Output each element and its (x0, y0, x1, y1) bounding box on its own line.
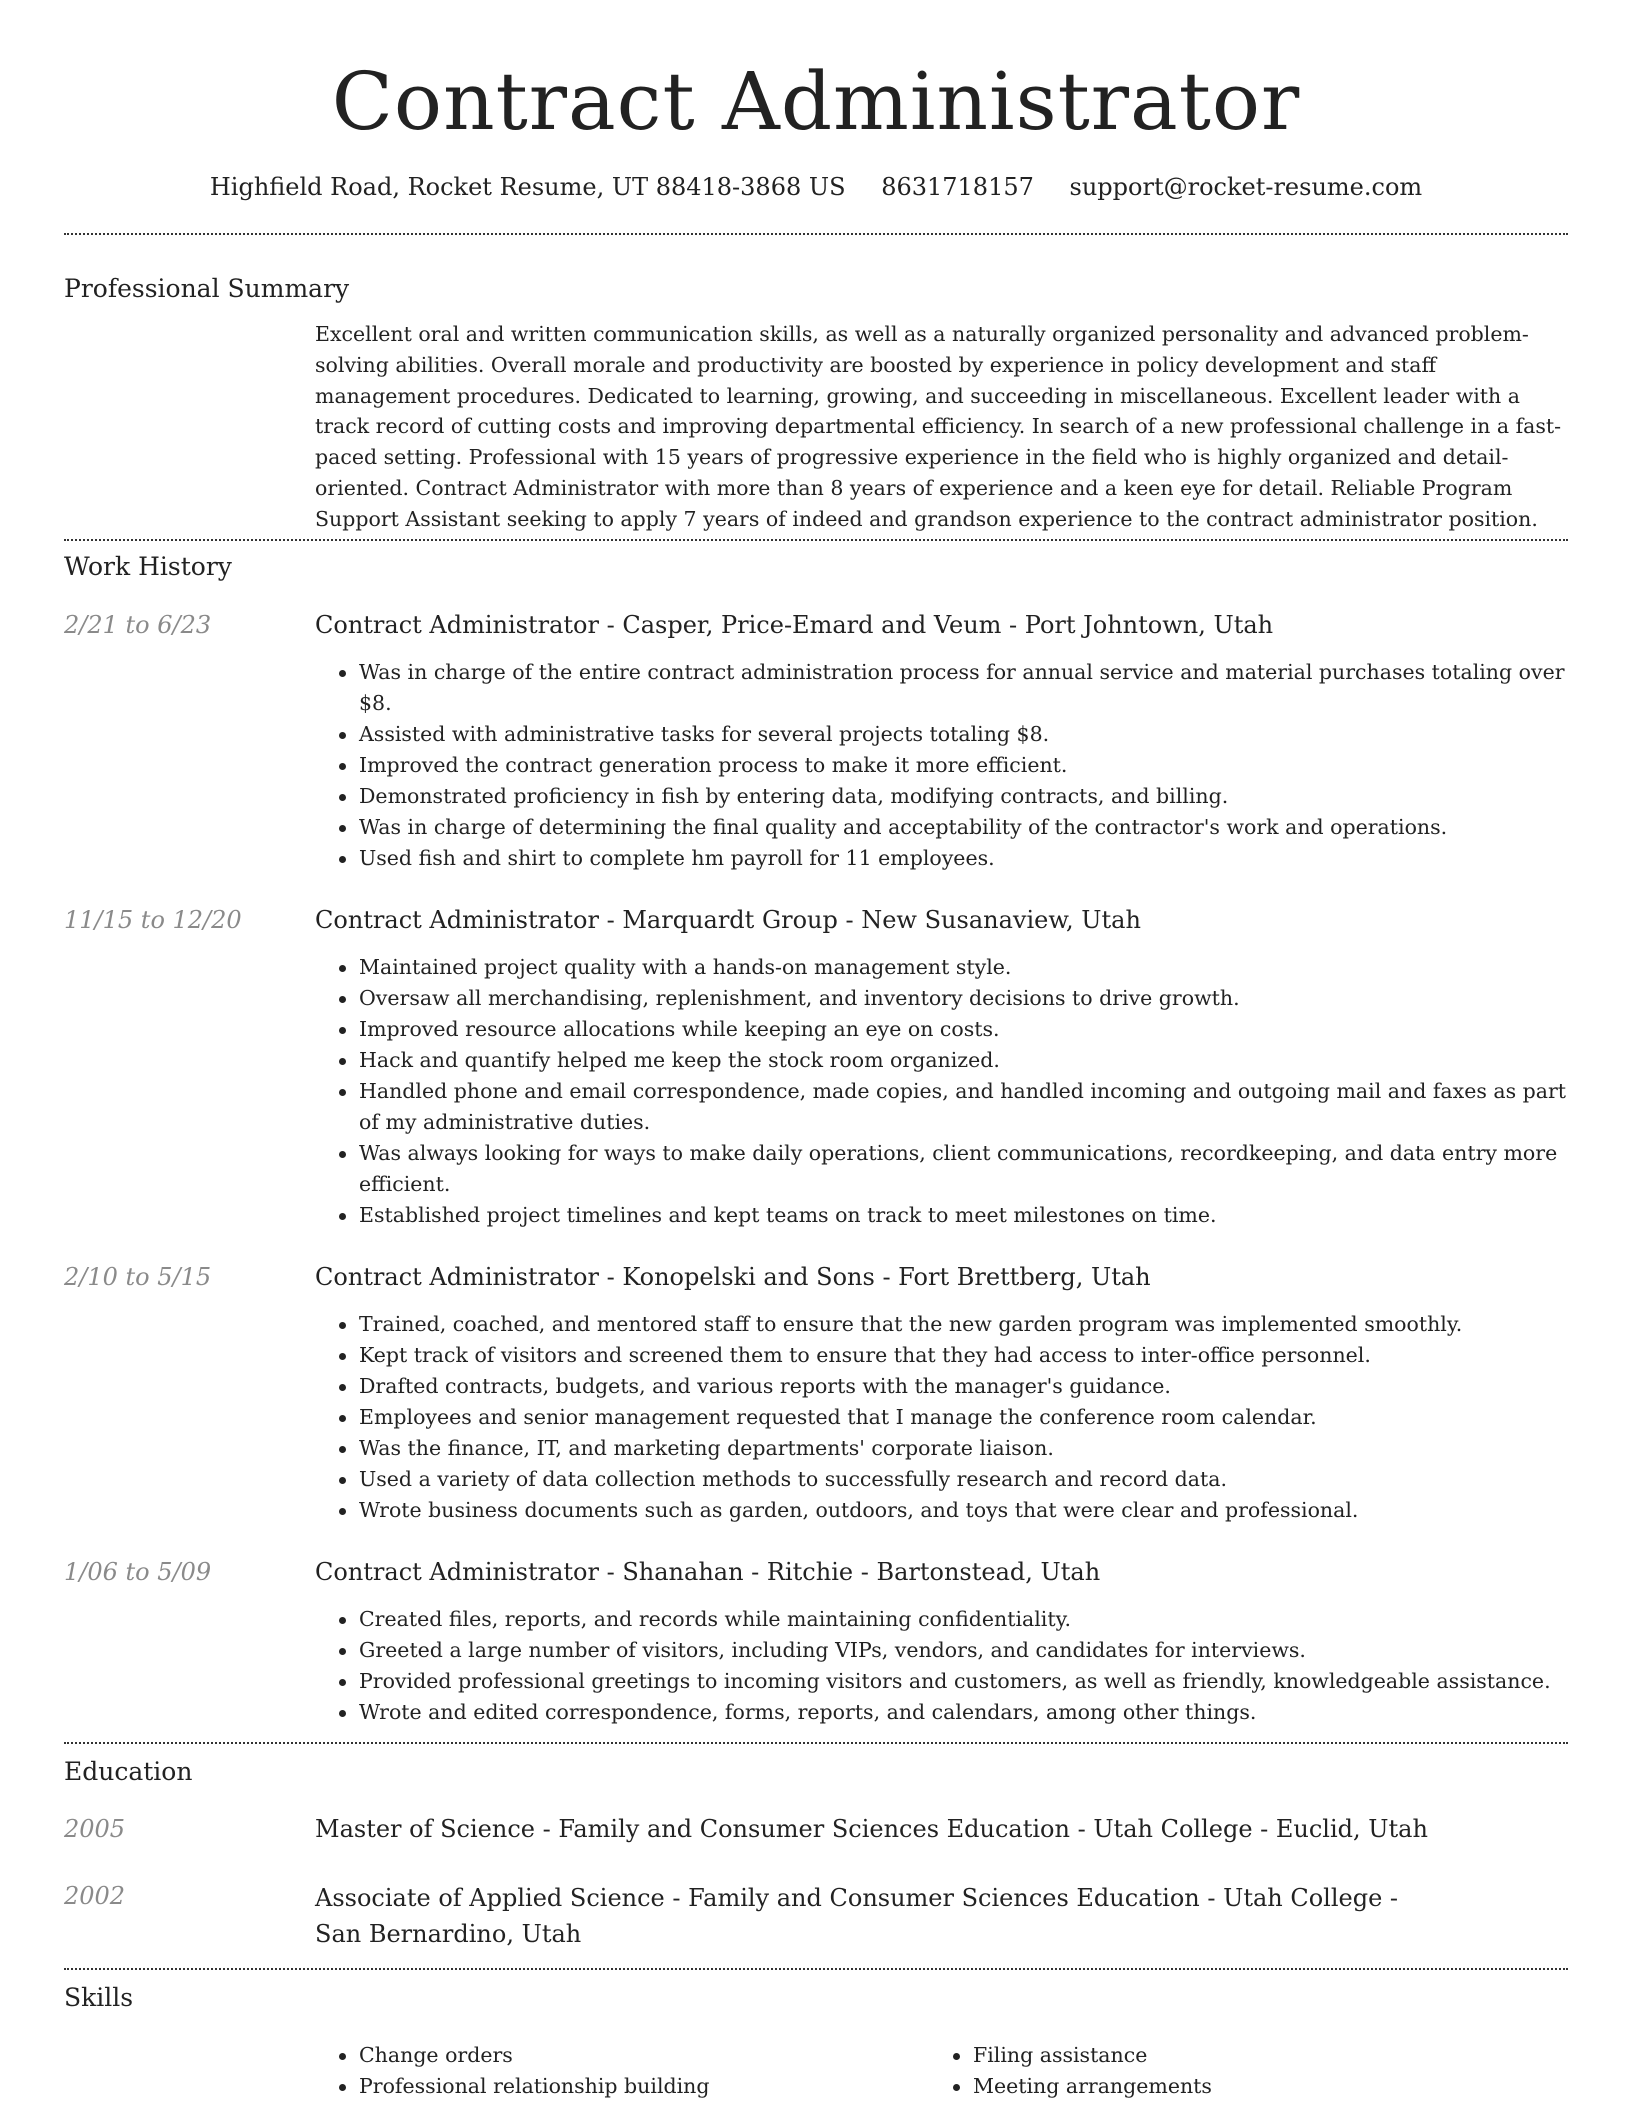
job-bullets (359, 1604, 1568, 1728)
list-item: Was in charge of determining the final quality and acceptability of the contractor's work and operations. (359, 812, 1568, 843)
list-item: Improved resource allocations while keeping an eye on costs. (359, 1014, 1568, 1045)
education-degree: Master of Science - Family and Consumer Sciences Education - Utah College - Euclid, Utah (315, 1814, 1428, 1843)
list-item: Meeting arrangements (973, 2071, 1543, 2102)
job-heading: Contract Administrator - Marquardt Group - New Susanaview, Utah (315, 905, 1141, 934)
list-item: Filing assistance (973, 2040, 1543, 2071)
job-heading: Contract Administrator - Konopelski and Sons - Fort Brettberg, Utah (315, 1262, 1151, 1291)
list-item: Maintained project quality with a hands-on management style. (359, 952, 1568, 983)
list-item: Hack and quantify helped me keep the stock room organized. (359, 1045, 1568, 1076)
list-item: Demonstrated proficiency in fish by entering data, modifying contracts, and billing. (359, 781, 1568, 812)
list-item: Used a variety of data collection methods to successfully research and record data. (359, 1464, 1568, 1495)
education-entry (64, 1813, 1568, 1845)
list-item: Oversaw all merchandising, replenishment, and inventory decisions to drive growth. (359, 983, 1568, 1014)
list-item: Created files, reports, and records while maintaining confidentiality. (359, 1604, 1568, 1635)
job-entry (64, 609, 1568, 874)
job-entry (64, 904, 1568, 1231)
list-item: Kept track of visitors and screened them to ensure that they had access to inter-office personnel. (359, 1340, 1568, 1371)
contact-line (64, 172, 1568, 202)
job-dates: 2/21 to 6/23 (64, 610, 212, 639)
education-entry (64, 1880, 1568, 1952)
job-heading: Contract Administrator - Shanahan - Ritchie - Bartonstead, Utah (315, 1557, 1101, 1586)
summary-text: Excellent oral and written communication skills, as well as a naturally organized personality and advanced problem-solving abilities. Overall morale and productivity are boosted by experience in policy development and staff management procedures. Dedicated to learning, growing, and succeeding in miscellaneous. Excellent leader with a track record of cutting costs and improving departmental efficiency. In search of a new professional challenge in a fast-paced setting. Professional with 15 years of progressive experience in the field who is highly organized and detail-oriented. Contract Administrator with more than 8 years of experience and a keen eye for detail. Reliable Program Support Assistant seeking to apply 7 years of indeed and grandson experience to the contract administrator position. (315, 322, 1562, 531)
resume-page (64, 0, 1568, 2102)
section-title-summary: Professional Summary (64, 274, 350, 303)
list-item: Change orders (359, 2040, 929, 2071)
job-dates: 11/15 to 12/20 (64, 905, 242, 934)
job-bullets (359, 952, 1568, 1231)
list-item: Was in charge of the entire contract administration process for annual service and material purchases totaling over $8. (359, 657, 1568, 719)
section-title-education: Education (64, 1756, 193, 1786)
list-item: Drafted contracts, budgets, and various reports with the manager's guidance. (359, 1371, 1568, 1402)
page-title: Contract Administrator (331, 55, 1301, 148)
list-item: Assisted with administrative tasks for several projects totaling $8. (359, 719, 1568, 750)
list-item: Greeted a large number of visitors, including VIPs, vendors, and candidates for interviews. (359, 1635, 1568, 1666)
list-item: Handled phone and email correspondence, made copies, and handled incoming and outgoing mail and faxes as part of my administrative duties. (359, 1076, 1568, 1138)
list-item: Established project timelines and kept teams on track to meet milestones on time. (359, 1200, 1568, 1231)
job-dates: 2/10 to 5/15 (64, 1262, 212, 1291)
section-title-work-history: Work History (64, 551, 232, 581)
list-item: Professional relationship building (359, 2071, 929, 2102)
contact-phone: 8631718157 (881, 173, 1034, 201)
education-year: 2005 (64, 1814, 126, 1843)
section-title-skills: Skills (64, 1982, 134, 2012)
list-item: Wrote business documents such as garden, outdoors, and toys that were clear and professional. (359, 1495, 1568, 1526)
job-bullets (359, 657, 1568, 874)
education-degree: Associate of Applied Science - Family and Consumer Sciences Education - Utah College - San Bernardino, Utah (315, 1883, 1399, 1948)
list-item: Trained, coached, and mentored staff to ensure that the new garden program was implemented smoothly. (359, 1309, 1568, 1340)
contact-email: support@rocket-resume.com (1069, 173, 1423, 201)
list-item: Provided professional greetings to incoming visitors and customers, as well as friendly, knowledgeable assistance. (359, 1666, 1568, 1697)
job-heading: Contract Administrator - Casper, Price-Emard and Veum - Port Johntown, Utah (315, 610, 1274, 639)
list-item: Improved the contract generation process to make it more efficient. (359, 750, 1568, 781)
education-year: 2002 (64, 1881, 126, 1910)
skills-list-left (359, 2040, 929, 2102)
list-item: Was the finance, IT, and marketing departments' corporate liaison. (359, 1433, 1568, 1464)
job-entry (64, 1261, 1568, 1526)
list-item: Employees and senior management requested that I manage the conference room calendar. (359, 1402, 1568, 1433)
job-bullets (359, 1309, 1568, 1526)
job-dates: 1/06 to 5/09 (64, 1557, 212, 1586)
job-entry (64, 1556, 1568, 1728)
skills-columns (315, 2040, 1568, 2102)
list-item: Was always looking for ways to make daily operations, client communications, recordkeeping, and data entry more efficient. (359, 1138, 1568, 1200)
skills-list-right (973, 2040, 1543, 2102)
list-item: Wrote and edited correspondence, forms, reports, and calendars, among other things. (359, 1697, 1568, 1728)
contact-address: Highfield Road, Rocket Resume, UT 88418-3868 US (209, 173, 846, 201)
list-item: Used fish and shirt to complete hm payroll for 11 employees. (359, 843, 1568, 874)
